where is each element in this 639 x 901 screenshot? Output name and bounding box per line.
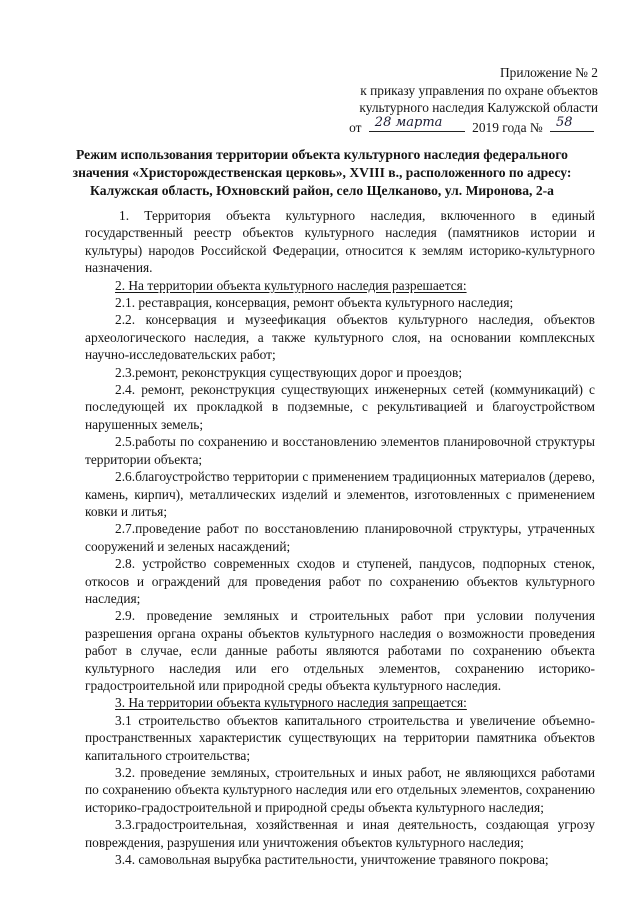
appendix-authority: культурного наследия Калужской области	[359, 100, 598, 115]
appendix-order-ref: к приказу управления по охране объектов	[360, 82, 598, 98]
list-item: 2.5.работы по сохранению и восстановлению элементов планировочной структуры территории объекта;	[85, 434, 595, 467]
list-item: 2.8. устройство современных сходов и ступеней, пандусов, подпорных стенок, откосов и ограждений для проведения работ по сохранению объектов культурного наследия;	[85, 556, 595, 606]
section-heading-forbidden	[85, 694, 595, 711]
number-field	[550, 117, 594, 132]
document-title	[58, 146, 586, 200]
list-item: 3.2. проведение земляных, строительных и иных работ, не являющихся работами по сохранению объекта культурного наследия или его отдельных элементов, сохранению историко-градостроительной и природной среды объекта культурного наследия;	[85, 765, 595, 815]
paragraph-1: 1. Территория объекта культурного наследия, включенного в единый государственный реестр объектов культурного наследия (памятников истории и культуры) народов Российской Федерации, относится к землям историко-культурного назначения.	[85, 208, 595, 276]
list-item: 2.1. реставрация, консервация, ремонт объекта культурного наследия;	[115, 295, 514, 311]
section-heading-text: 3. На территории объекта культурного наследия запрещается:	[115, 695, 467, 711]
list-item: 3.3.градостроительная, хозяйственная и иная деятельность, создающая угрозу повреждения, разрушения или уничтожения объектов культурного наследия;	[85, 817, 595, 850]
list-item: 3.4. самовольная вырубка растительности, уничтожение травяного покрова;	[115, 852, 549, 868]
list-item: 2.6.благоустройство территории с применением традиционных материалов (дерево, камень, кирпич), металлических изделий и элементов, изготовленных с применением ковки и литья;	[85, 469, 595, 519]
from-label: от	[349, 119, 362, 135]
document-body	[85, 207, 595, 868]
section-heading-text: 2. На территории объекта культурного наследия разрешается:	[115, 277, 467, 293]
appendix-number: Приложение № 2	[499, 65, 598, 80]
list-item: 2.2. консервация и музеефикация объектов культурного наследия, объектов археологического наследия, а также культурного слоя, на основании комплексных научно-исследовательских работ;	[85, 312, 595, 363]
list-item: 2.7.проведение работ по восстановлению планировочной структуры, утраченных сооружений и зеленых насаждений;	[85, 521, 595, 554]
title-line: Режим использования территории объекта культурного наследия федерального	[76, 147, 568, 162]
title-line: Калужская область, Юхновский район, село Щелканово, ул. Миронова, 2-а	[90, 183, 554, 198]
section-heading-allowed	[85, 277, 595, 294]
appendix-date-line	[268, 117, 598, 137]
appendix-block	[268, 64, 598, 136]
date-field	[369, 117, 465, 132]
list-item: 2.3.ремонт, реконструкция существующих дорог и проездов;	[115, 364, 463, 380]
list-item: 3.1 строительство объектов капитального строительства и увеличение объемно-пространственных характеристик существующих на территории памятника объектов капитального строительства;	[85, 712, 595, 763]
handwritten-number: 58	[556, 115, 573, 130]
list-item: 2.4. ремонт, реконструкция существующих инженерных сетей (коммуникаций) с последующей их прокладкой в подземные, с рекультивацией и благоустройством нарушенных земель;	[85, 382, 595, 432]
title-line: значения «Христорождественская церковь», XVIII в., расположенного по адресу:	[72, 165, 572, 180]
year-label: 2019 года №	[472, 119, 543, 135]
handwritten-date: 28 марта	[374, 115, 443, 130]
list-item: 2.9. проведение земляных и строительных работ при условии получения разрешения органа охраны объектов культурного наследия о возможности проведения работ в случае, если данные работы являются работами по сохранению объекта культурного наследия или его отдельных элементов, сохранению историко-градостроительной или природной среды объекта культурного наследия.	[85, 608, 595, 693]
